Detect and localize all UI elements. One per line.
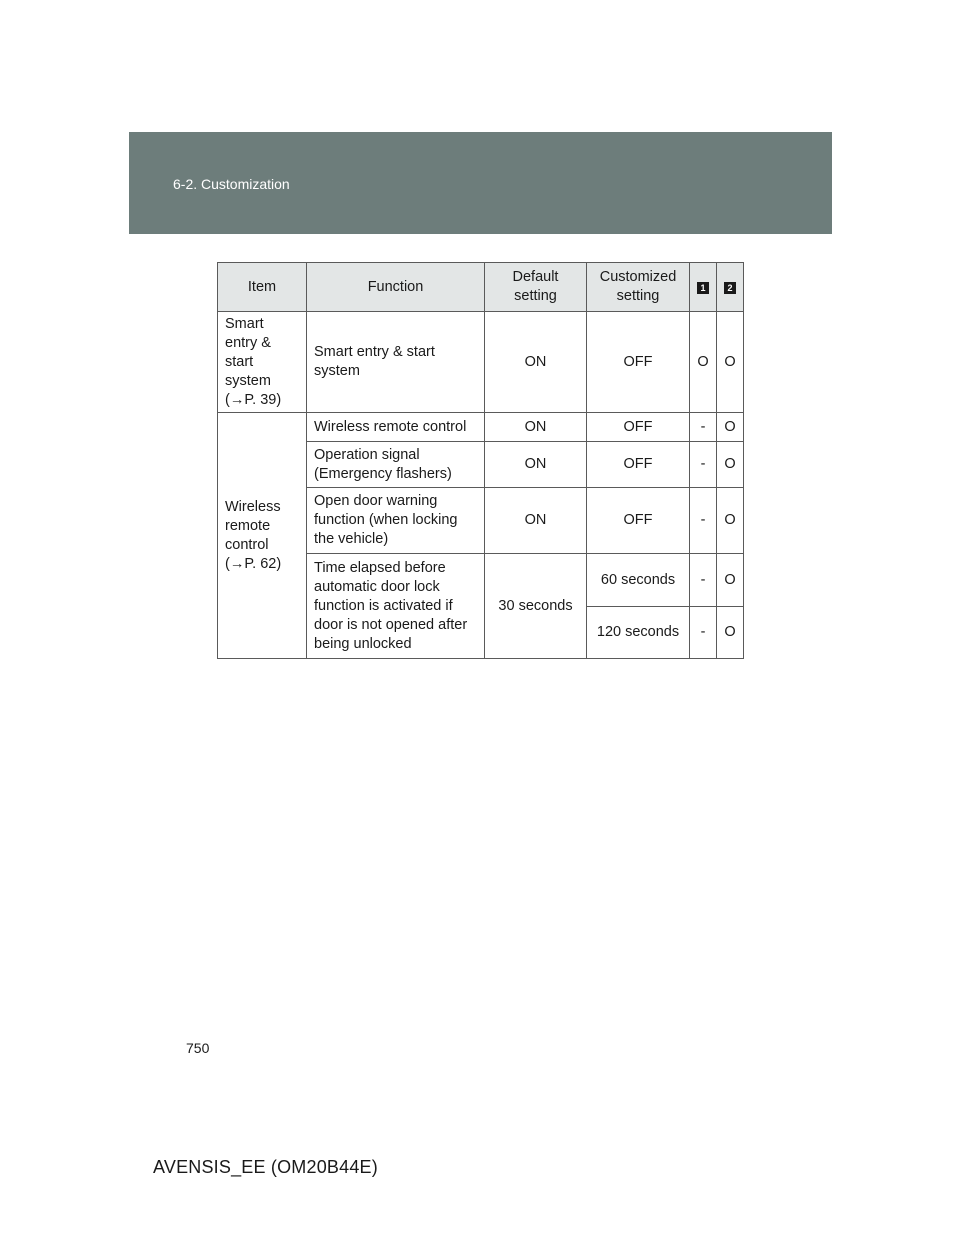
mode-2-cell: O — [717, 312, 744, 413]
mode-2-cell: O — [717, 442, 744, 488]
number-2-icon: 2 — [724, 282, 736, 294]
document-code: AVENSIS_EE (OM20B44E) — [153, 1157, 378, 1177]
function-cell: Time elapsed before automatic door lock function is activated if door is not opened after being unlocked — [307, 554, 485, 659]
table-row — [218, 413, 744, 442]
function-cell: Smart entry & start system — [307, 312, 485, 413]
mode-2-cell: O — [717, 607, 744, 659]
custom-cell: OFF — [587, 413, 690, 442]
custom-cell: 120 seconds — [587, 607, 690, 659]
header-function: Function — [307, 263, 485, 312]
mode-1-cell: - — [690, 488, 717, 554]
default-cell: ON — [485, 442, 587, 488]
mode-2-cell: O — [717, 554, 744, 607]
mode-1-cell: O — [690, 312, 717, 413]
mode-1-cell: - — [690, 442, 717, 488]
default-cell: ON — [485, 312, 587, 413]
section-title: 6-2. Customization — [173, 176, 290, 192]
function-cell: Operation signal (Emergency flashers) — [307, 442, 485, 488]
header-mode-2 — [717, 263, 744, 312]
default-cell: ON — [485, 488, 587, 554]
customization-table — [217, 262, 744, 659]
function-cell: Wireless remote control — [307, 413, 485, 442]
default-cell: ON — [485, 413, 587, 442]
custom-cell: 60 seconds — [587, 554, 690, 607]
mode-2-cell: O — [717, 413, 744, 442]
number-1-icon: 1 — [697, 282, 709, 294]
header-mode-1 — [690, 263, 717, 312]
default-cell: 30 seconds — [485, 554, 587, 659]
function-cell: Open door warning function (when locking the vehicle) — [307, 488, 485, 554]
custom-cell: OFF — [587, 488, 690, 554]
item-wireless-remote: Wireless remote control (→P. 62) — [218, 413, 307, 659]
header-default-setting: Default setting — [485, 263, 587, 312]
section-header-band — [129, 132, 832, 234]
page-number: 750 — [186, 1040, 210, 1056]
mode-1-cell: - — [690, 413, 717, 442]
mode-1-cell: - — [690, 607, 717, 659]
custom-cell: OFF — [587, 442, 690, 488]
mode-1-cell: - — [690, 554, 717, 607]
header-item: Item — [218, 263, 307, 312]
table-row — [218, 312, 744, 413]
table-header-row — [218, 263, 744, 312]
custom-cell: OFF — [587, 312, 690, 413]
header-customized-setting: Customized setting — [587, 263, 690, 312]
mode-2-cell: O — [717, 488, 744, 554]
item-smart-entry: Smart entry & start system (→P. 39) — [218, 312, 307, 413]
